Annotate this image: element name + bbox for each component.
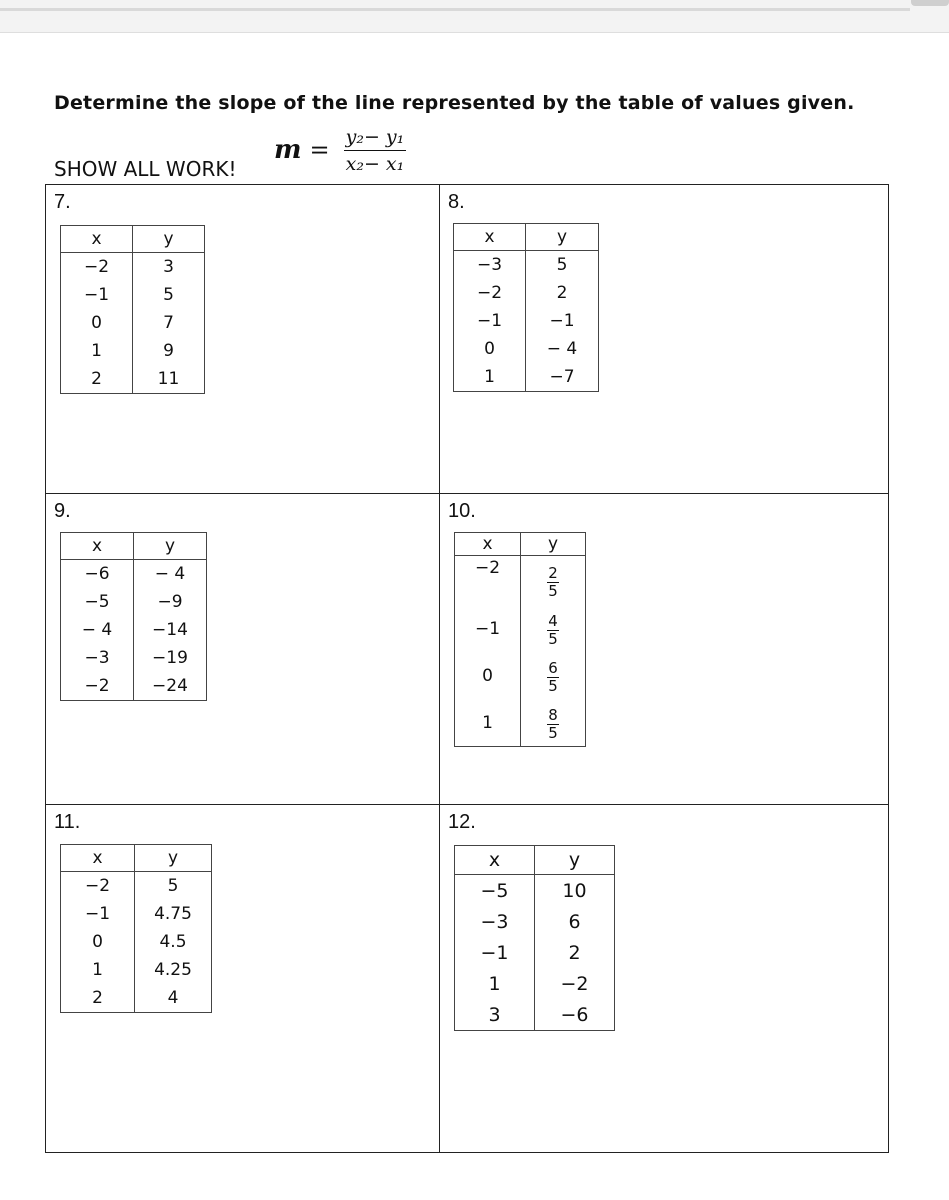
cell-y: 4.75 [135, 900, 212, 928]
fraction-numerator: 8 [548, 705, 558, 724]
cell-y: 3 [133, 253, 205, 282]
table-row [454, 307, 599, 335]
fraction-value [547, 705, 559, 742]
cell-x: −5 [455, 875, 535, 907]
cell-x: −1 [61, 900, 135, 928]
fraction-value [547, 563, 559, 600]
slope-formula [274, 120, 406, 180]
cell-x: −1 [455, 937, 535, 968]
formula-denominator: x₂− x₁ [345, 152, 405, 175]
table-row [61, 900, 212, 928]
fraction-numerator: 2 [548, 563, 558, 582]
cell-y: 6 [535, 906, 615, 937]
header-x: x [455, 533, 521, 556]
cell-x: 1 [61, 337, 133, 365]
table-row [61, 984, 212, 1013]
cell-x: −2 [454, 279, 526, 307]
cell-y: −2 [535, 968, 615, 999]
cell-y: 2 [535, 937, 615, 968]
table-row [455, 968, 615, 999]
formula-equals: = [309, 136, 330, 164]
table-row [61, 644, 207, 672]
table-row [61, 337, 205, 365]
table-row [61, 956, 212, 984]
problem-7-cell[interactable] [46, 185, 439, 493]
cell-x: 1 [455, 699, 521, 747]
viewer-top-bar [0, 0, 949, 33]
cell-y: −1 [526, 307, 599, 335]
cell-y: 5 [133, 281, 205, 309]
table-row [455, 556, 586, 606]
problem-number: 8. [448, 191, 465, 213]
header-y: y [526, 224, 599, 251]
header-y: y [133, 226, 205, 253]
fraction-denominator: 5 [548, 723, 558, 742]
problem-number: 7. [54, 191, 71, 213]
cell-x: −6 [61, 560, 134, 589]
header-x: x [61, 845, 135, 872]
cell-x: −1 [454, 307, 526, 335]
cell-x: − 4 [61, 616, 134, 644]
cell-x: −3 [455, 906, 535, 937]
values-table [454, 532, 586, 747]
fraction-numerator: 6 [548, 658, 558, 677]
table-row [61, 672, 207, 701]
values-table [60, 532, 207, 701]
formula-numerator: y₂− y₁ [344, 126, 407, 151]
cell-y: −19 [134, 644, 207, 672]
problem-11-cell[interactable] [46, 805, 439, 1152]
fraction-denominator: 5 [548, 629, 558, 648]
fraction-value [547, 658, 559, 695]
cell-y: 2 [526, 279, 599, 307]
table-row [454, 363, 599, 392]
cell-y [521, 605, 586, 652]
cell-y: 11 [133, 365, 205, 394]
cell-y: 4 [135, 984, 212, 1013]
cell-y: 9 [133, 337, 205, 365]
cell-x: 2 [61, 984, 135, 1013]
cell-x: 0 [61, 928, 135, 956]
top-bar-handle[interactable] [911, 0, 949, 6]
show-work-label: SHOW ALL WORK! [54, 157, 237, 181]
values-table [60, 225, 205, 394]
cell-x: 1 [454, 363, 526, 392]
cell-x: −2 [61, 872, 135, 901]
table-row [61, 309, 205, 337]
fraction-denominator: 5 [548, 676, 558, 695]
cell-x: −3 [454, 251, 526, 280]
table-row [455, 605, 586, 652]
cell-y: 5 [135, 872, 212, 901]
table-row [61, 365, 205, 394]
table-row [454, 279, 599, 307]
table-row [455, 699, 586, 747]
header-y: y [134, 533, 207, 560]
cell-x: 2 [61, 365, 133, 394]
values-table [454, 845, 615, 1031]
top-bar-divider [0, 8, 910, 11]
problem-9-cell[interactable] [46, 494, 439, 804]
cell-y [521, 699, 586, 747]
table-row [61, 872, 212, 901]
cell-x: −2 [455, 556, 521, 606]
table-row [61, 616, 207, 644]
fraction-denominator: 5 [548, 581, 558, 600]
table-row [455, 875, 615, 907]
cell-x: −2 [61, 672, 134, 701]
problem-12-cell[interactable] [440, 805, 888, 1152]
cell-x: −3 [61, 644, 134, 672]
cell-x: −1 [61, 281, 133, 309]
cell-y: 4.25 [135, 956, 212, 984]
problem-number: 10. [448, 500, 476, 522]
formula-fraction [344, 126, 407, 175]
cell-x: 0 [455, 652, 521, 699]
cell-y: − 4 [134, 560, 207, 589]
header-x: x [61, 533, 134, 560]
fraction-value [547, 611, 559, 648]
cell-x: 1 [61, 956, 135, 984]
values-table [60, 844, 212, 1013]
cell-x: 3 [455, 999, 535, 1031]
cell-y: 7 [133, 309, 205, 337]
cell-y: −6 [535, 999, 615, 1031]
cell-x: −2 [61, 253, 133, 282]
table-row [61, 588, 207, 616]
header-x: x [454, 224, 526, 251]
cell-y: 5 [526, 251, 599, 280]
problem-grid [45, 184, 889, 1153]
cell-y: −9 [134, 588, 207, 616]
header-x: x [61, 226, 133, 253]
cell-y [521, 556, 586, 606]
cell-y: − 4 [526, 335, 599, 363]
problem-number: 9. [54, 500, 71, 522]
header-y: y [135, 845, 212, 872]
cell-x: 0 [454, 335, 526, 363]
problem-number: 12. [448, 811, 476, 833]
formula-lhs: m [274, 135, 302, 165]
cell-x: −1 [455, 605, 521, 652]
cell-x: 1 [455, 968, 535, 999]
table-row [61, 928, 212, 956]
problem-8-cell[interactable] [440, 185, 888, 493]
header-y: y [535, 846, 615, 875]
cell-y: 4.5 [135, 928, 212, 956]
table-row [61, 253, 205, 282]
problem-10-cell[interactable] [440, 494, 888, 804]
table-row [454, 251, 599, 280]
cell-x: −5 [61, 588, 134, 616]
values-table [453, 223, 599, 392]
cell-x: 0 [61, 309, 133, 337]
instructions-text: Determine the slope of the line represented by the table of values given. [54, 92, 855, 114]
fraction-numerator: 4 [548, 611, 558, 630]
cell-y: −7 [526, 363, 599, 392]
table-row [455, 937, 615, 968]
header-y: y [521, 533, 586, 556]
cell-y [521, 652, 586, 699]
header-x: x [455, 846, 535, 875]
table-row [455, 906, 615, 937]
cell-y: −24 [134, 672, 207, 701]
table-row [61, 560, 207, 589]
table-row [455, 999, 615, 1031]
table-row [454, 335, 599, 363]
table-row [455, 652, 586, 699]
problem-number: 11. [54, 811, 81, 833]
cell-y: −14 [134, 616, 207, 644]
cell-y: 10 [535, 875, 615, 907]
table-row [61, 281, 205, 309]
